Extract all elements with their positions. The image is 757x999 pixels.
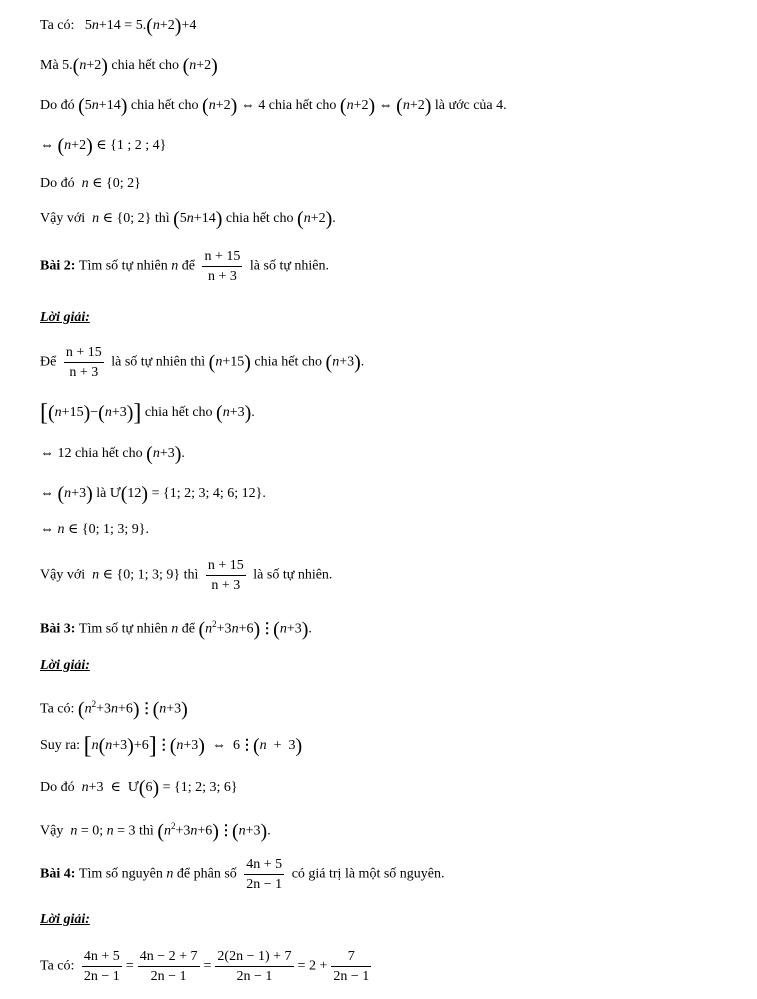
bai-2-heading: Bài 2: Tìm số tự nhiên n để $\frac{n + 15}{n + 3}$ là số tự nhiên. — [40, 249, 330, 284]
text: thì — [139, 823, 154, 839]
text: Tìm số nguyên — [78, 866, 163, 882]
s2-line-3: ⇔ 12 chia hết cho (n+3). — [40, 443, 185, 465]
text: Ta có: — [40, 18, 75, 33]
s2-line-5: ⇔ n ∈ {0; 1; 3; 9}. — [40, 522, 149, 538]
bai-3-heading: Bài 3: Tìm số tự nhiên n để $(n^2+3n+6)⋮(n+3)$. — [40, 618, 312, 641]
text: Vậy — [40, 823, 64, 839]
text: Tìm số tự nhiên — [78, 258, 168, 274]
text: Để — [40, 354, 57, 370]
text: chia hết cho — [225, 211, 294, 226]
text: thì — [183, 567, 199, 583]
set: {0; 2} — [116, 211, 152, 226]
solution-heading: Lời giải: — [40, 658, 90, 673]
solution-heading: Lời giải: — [40, 310, 90, 325]
set: {0; 1; 3; 9} — [81, 522, 146, 537]
text: để — [181, 258, 195, 274]
text: là Ư — [96, 486, 121, 501]
fraction: $\frac{2(2n - 1) + 7}{2n - 1}$ — [217, 949, 292, 984]
text: 4 chia hết cho — [258, 98, 337, 113]
set: {1 ; 2 ; 4} — [110, 138, 167, 153]
text: Mà 5. — [40, 58, 73, 73]
solution-heading: Lời giải: — [40, 912, 90, 927]
text: Vậy với — [40, 211, 86, 226]
set: {1; 2; 3; 4; 6; 12} — [162, 486, 263, 501]
set: {1; 2; 3; 6} — [174, 780, 238, 795]
set: {0; 1; 3; 9} — [116, 567, 181, 583]
text: Ư — [127, 780, 139, 795]
line-2: Mà 5.(n+2) chia hết cho (n+2) — [40, 55, 218, 77]
s3-line-4: Vậy n = 0; n = 3 thì $(n^2+3n+6)⋮(n+3)$. — [40, 820, 271, 843]
text: có giá trị là một số nguyên. — [291, 866, 445, 882]
text: chia hết cho — [130, 98, 199, 113]
text: 12 chia hết cho — [57, 446, 143, 461]
text: Do đó — [40, 98, 75, 113]
fraction: $\frac{n + 15}{n + 3}$ — [65, 345, 102, 380]
text: là số tự nhiên. — [253, 567, 333, 583]
exercise-label: Bài 3: — [40, 621, 76, 637]
fraction: $\frac{4n + 5}{2n - 1}$ — [83, 949, 120, 984]
text: là số tự nhiên thì — [111, 354, 206, 370]
text: Do đó — [40, 780, 75, 795]
line-4: ⇔ (n+2) ∈ {1 ; 2 ; 4} — [40, 135, 167, 157]
bai-4-heading: Bài 4: Tìm số nguyên n để phân số $\frac{4n + 5}{2n - 1}$ có giá trị là một số nguyên. — [40, 857, 445, 892]
fraction: $\frac{7}{2n - 1}$ — [333, 949, 370, 984]
line-1: Ta có: 5n+14 = 5.(n+2)+4 — [40, 15, 197, 37]
text: Suy ra: — [40, 738, 81, 753]
text: thì — [154, 211, 170, 226]
exercise-label: Bài 4: — [40, 866, 76, 882]
exercise-label: Bài 2: — [40, 258, 76, 274]
s2-line-1: Để $\frac{n + 15}{n + 3}$ là số tự nhiên thì (n+15) chia hết cho (n+3). — [40, 345, 365, 380]
line-6: Vậy với n ∈ {0; 2} thì (5n+14) chia hết cho (n+2). — [40, 208, 336, 230]
s2-line-6: Vậy với n ∈ {0; 1; 3; 9} thì $\frac{n + 15}{n + 3}$ là số tự nhiên. — [40, 558, 333, 593]
text: Do đó — [40, 176, 75, 191]
s3-line-2: Suy ra: [n(n+3)+6]⋮(n+3) ⇔ 6⋮(n + 3) — [40, 733, 303, 759]
line-5: Do đó n ∈ {0; 2} — [40, 176, 141, 192]
s3-line-3: Do đó n+3 ∈ Ư(6) = {1; 2; 3; 6} — [40, 777, 238, 799]
text: là ước của 4. — [434, 98, 507, 113]
text: để — [181, 621, 195, 637]
text: Tìm số tự nhiên — [78, 621, 168, 637]
s4-line-1: Ta có: $\frac{4n + 5}{2n - 1}$ = $\frac{4n - 2 + 7}{2n - 1}$ = $\frac{2(2n - 1) + 7}{2n - 1}$ = 2 + $\frac{7}{2n - 1}$ — [40, 949, 370, 984]
text: chia hết cho — [254, 354, 323, 370]
s2-line-4: ⇔ (n+3) là Ư(12) = {1; 2; 3; 4; 6; 12}. — [40, 483, 266, 505]
text: Ta có: — [40, 701, 75, 717]
text: là số tự nhiên. — [249, 258, 330, 274]
fraction: $\frac{n + 15}{n + 3}$ — [204, 249, 241, 284]
text: chia hết cho — [144, 405, 213, 420]
line-3: Do đó (5n+14) chia hết cho (n+2) ⇔ 4 chia hết cho (n+2) ⇔ (n+2) là ước của 4. — [40, 95, 507, 117]
s3-line-1: Ta có: $(n^2+3n+6)⋮(n+3)$ — [40, 698, 188, 721]
fraction: $\frac{4n + 5}{2n - 1}$ — [246, 857, 283, 892]
text: Vậy với — [40, 567, 86, 583]
fraction: $\frac{4n - 2 + 7}{2n - 1}$ — [139, 949, 198, 984]
set: {0; 2} — [106, 176, 141, 191]
s2-line-2: [(n+15)−(n+3)] chia hết cho (n+3). — [40, 400, 255, 426]
fraction: $\frac{n + 15}{n + 3}$ — [207, 558, 244, 593]
text: để phân số — [176, 866, 237, 882]
text: Ta có: — [40, 958, 75, 974]
text: chia hết cho — [111, 58, 180, 73]
